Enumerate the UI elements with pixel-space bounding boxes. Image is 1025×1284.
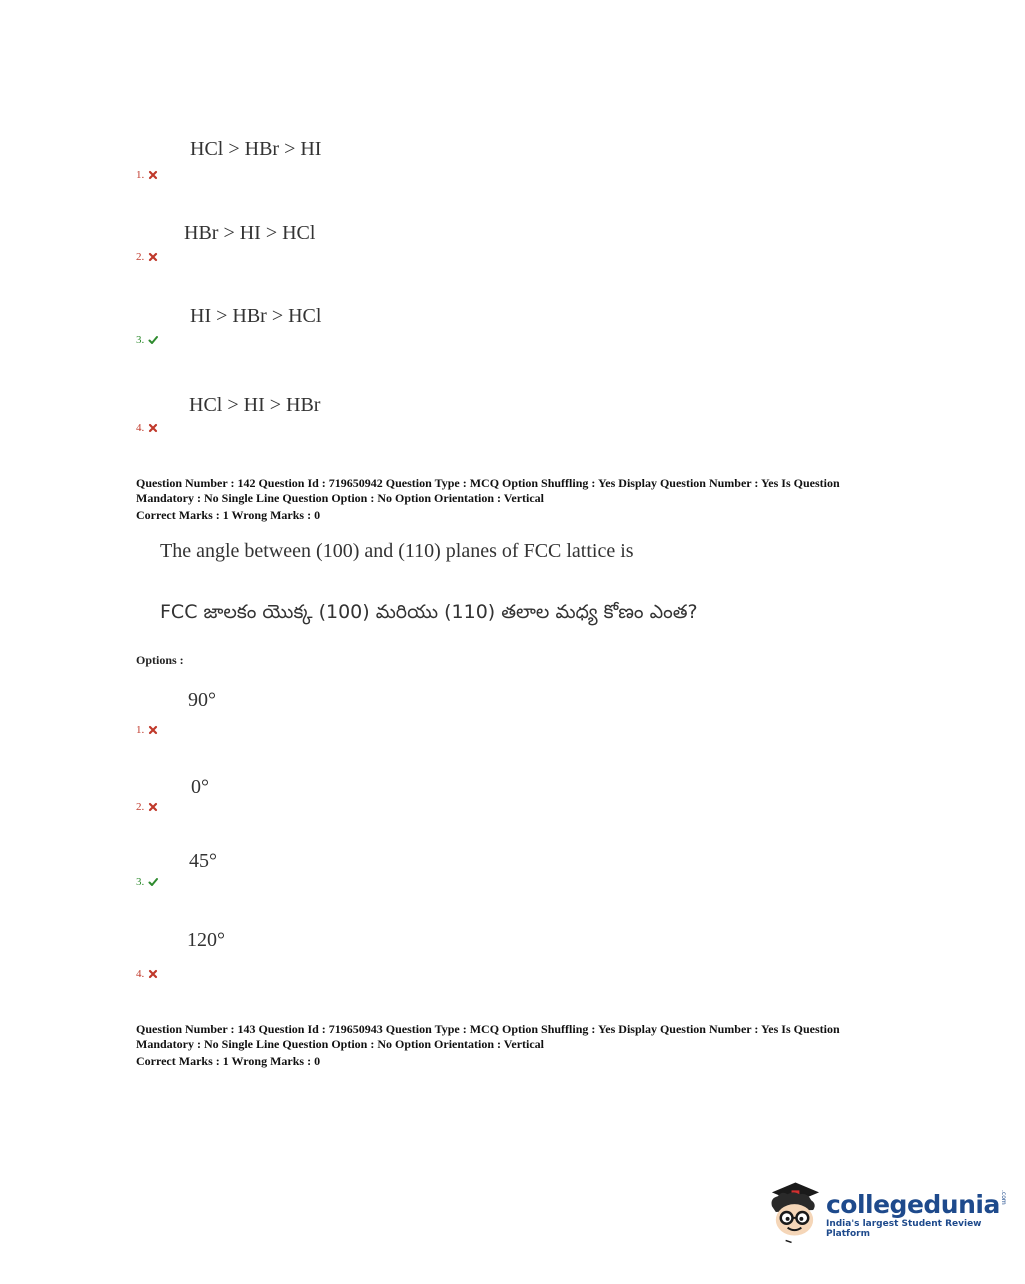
option-number-label: 3. (136, 334, 145, 346)
options-label: Options : (136, 653, 184, 667)
question-meta (136, 476, 896, 523)
option-number-wrong (136, 251, 158, 263)
option-number-correct (136, 334, 158, 346)
option-text: HCl > HI > HBr (189, 394, 321, 416)
option-text: 0° (191, 776, 209, 798)
option-text: HCl > HBr > HI (190, 138, 322, 160)
meta-line: Mandatory : No Single Line Question Option : No Option Orientation : Vertical (136, 1037, 545, 1051)
question-text-english: The angle between (100) and (110) planes of FCC lattice is (160, 540, 634, 562)
option-number-wrong (136, 801, 158, 813)
logo-wordmark: collegedunia (825, 1189, 1000, 1219)
option-number-label: 2. (136, 801, 145, 813)
option-text: 120° (187, 929, 225, 951)
option-number-correct (136, 876, 158, 888)
meta-line: Question Number : 143 Question Id : 719650943 Question Type : MCQ Option Shuffling : Yes Display Question Number : Yes Is Question (136, 1022, 840, 1036)
meta-line: Question Number : 142 Question Id : 719650942 Question Type : MCQ Option Shuffling : Yes Display Question Number : Yes Is Question (136, 476, 840, 490)
question-meta (136, 1022, 896, 1069)
option-number-wrong (136, 422, 158, 434)
marks-line: Correct Marks : 1 Wrong Marks : 0 (136, 1054, 321, 1068)
check-icon (148, 335, 158, 345)
check-icon (148, 877, 158, 887)
mascot-icon (766, 1178, 823, 1244)
option-number-label: 4. (136, 968, 145, 980)
option-number-label: 1. (136, 724, 145, 736)
cross-icon (148, 725, 158, 735)
cross-icon (148, 969, 158, 979)
option-text: 90° (188, 689, 216, 711)
cross-icon (148, 423, 158, 433)
option-number-label: 1. (136, 169, 145, 181)
option-number-label: 3. (136, 876, 145, 888)
logo-tagline: India's largest Student Review Platform (825, 1218, 982, 1239)
cross-icon (148, 170, 158, 180)
option-text: HI > HBr > HCl (190, 305, 322, 327)
option-number-label: 4. (136, 422, 145, 434)
collegedunia-logo (766, 1178, 1025, 1244)
logo-domain: .com (999, 1189, 1007, 1205)
option-number-wrong (136, 724, 158, 736)
marks-line: Correct Marks : 1 Wrong Marks : 0 (136, 508, 321, 522)
option-text: 45° (189, 850, 217, 872)
option-number-wrong (136, 169, 158, 181)
question-text-telugu: FCC జాలకం యొక్క (100) మరియు (110) తలాల మధ్య కోణం ఎంత? (160, 601, 698, 623)
meta-line: Mandatory : No Single Line Question Option : No Option Orientation : Vertical (136, 491, 545, 505)
cross-icon (148, 802, 158, 812)
option-number-label: 2. (136, 251, 145, 263)
option-text: HBr > HI > HCl (184, 222, 316, 244)
cross-icon (148, 252, 158, 262)
option-number-wrong (136, 968, 158, 980)
